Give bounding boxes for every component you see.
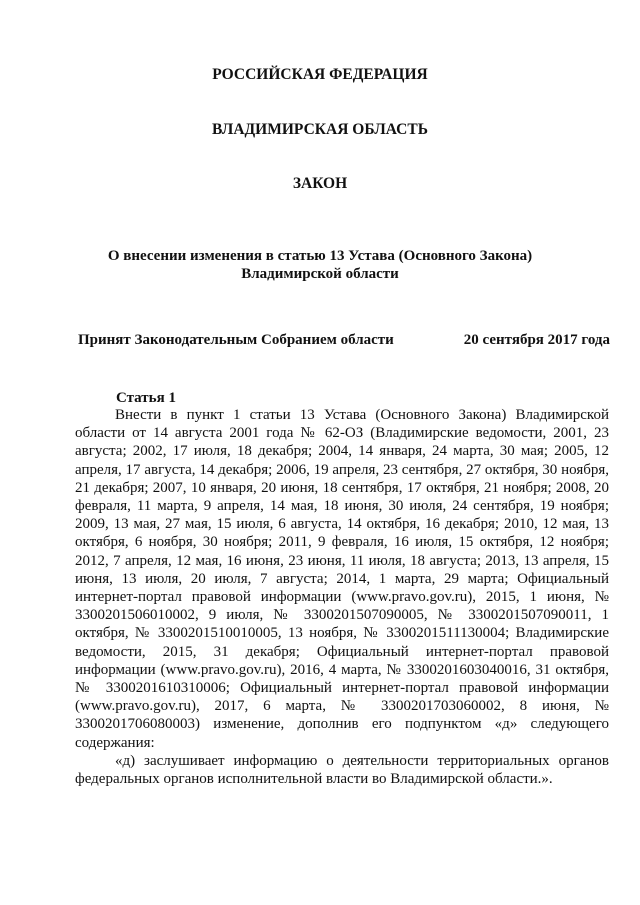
region-heading: ВЛАДИМИРСКАЯ ОБЛАСТЬ xyxy=(212,121,428,138)
article-body xyxy=(75,406,609,788)
article-heading: Статья 1 xyxy=(116,390,176,406)
document-type-heading: ЗАКОН xyxy=(292,175,348,192)
law-title-line-1: О внесении изменения в статью 13 Устава (Основного Закона) xyxy=(107,248,533,264)
country-heading: РОССИЙСКАЯ ФЕДЕРАЦИЯ xyxy=(212,66,428,83)
article-paragraph-1: Внести в пункт 1 статьи 13 Устава (Основного Закона) Владимирской области от 14 августа 2001 года № 62-ОЗ (Владимирские ведомости, 2001, 23 августа; 2002, 17 июля, 18 декабря; 2004, 14 января, 24 марта, 30 мая; 2005, 12 апреля, 17 августа, 14 декабря; 2006, 19 апреля, 23 сентября, 27 октября, 30 ноября, 21 декабря; 2007, 10 января, 20 июня, 18 сентября, 17 октября, 21 ноября; 2008, 20 февраля, 11 марта, 9 апреля, 14 мая, 18 июня, 30 июля, 24 сентября, 19 ноября; 2009, 13 мая, 27 мая, 15 июля, 6 августа, 14 октября, 16 декабря; 2010, 12 мая, 13 октября, 6 ноября, 30 ноября; 2011, 9 февраля, 16 июля, 15 октября, 12 ноября; 2012, 7 апреля, 12 мая, 16 июня, 23 июня, 11 июля, 18 августа; 2013, 13 апреля, 15 июня, 13 июля, 20 июля, 7 августа; 2014, 1 марта, 29 марта; Официальный интернет-портал правовой информации (www.pravo.gov.ru), 2015, 1 июня, № 3300201506010002, 9 июля, № 3300201507090005, № 3300201507090011, 1 октября, № 3300201510010005, 13 ноября, № 3300201511130004; Владимирские ведомости, 2015, 31 декабря; Официальный интернет-портал правовой информации (www.pravo.gov.ru), 2016, 4 марта, № 3300201603040016, 31 октября, № 3300201610310006; Официальный интернет-портал правовой информации (www.pravo.gov.ru), 2017, 6 марта, № 3300201703060002, 8 июня, № 3300201706080003) изменение, дополнив его подпунктом «д» следующего содержания: xyxy=(75,407,609,751)
adoption-line xyxy=(78,331,610,349)
adoption-date: 20 сентября 2017 года xyxy=(463,332,610,348)
law-title-line-2: Владимирской области xyxy=(241,266,399,282)
article-paragraph-2: «д) заслушивает информацию о деятельности территориальных органов федеральных органов исполнительной власти во Владимирской области.». xyxy=(75,752,609,788)
adopted-by-text: Принят Законодательным Собранием области xyxy=(78,332,394,348)
